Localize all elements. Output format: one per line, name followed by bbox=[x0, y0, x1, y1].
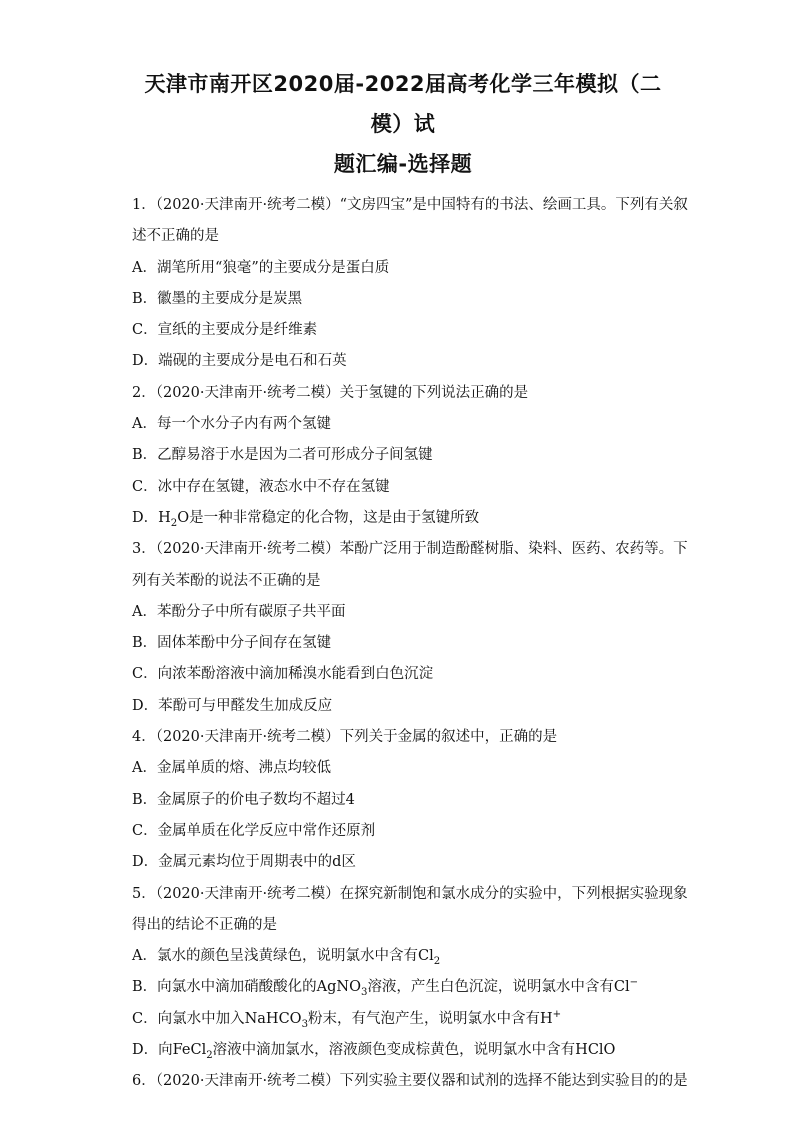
option-c bbox=[132, 1004, 674, 1035]
subscript: 2 bbox=[170, 517, 178, 529]
option-a: A．苯酚分子中所有碳原子共平面 bbox=[132, 603, 346, 620]
question-stem: 2．（2020·天津南开·统考二模）关于氢键的下列说法正确的是 bbox=[132, 384, 529, 401]
question-2 bbox=[132, 378, 674, 534]
question-stem: 1．（2020·天津南开·统考二模）“文房四宝”是中国特有的书法、绘画工具。下列有关叙 bbox=[132, 197, 688, 213]
question-1 bbox=[132, 190, 688, 378]
title-line-2: 题汇编-选择题 bbox=[333, 152, 473, 176]
option-b: B．金属原子的价电子数均不超过4 bbox=[132, 791, 355, 808]
option-b: B．徽墨的主要成分是炭黑 bbox=[132, 290, 303, 307]
question-stem-cont: 述不正确的是 bbox=[132, 228, 219, 245]
superscript: + bbox=[552, 1008, 562, 1020]
option-b-text: B．向氯水中滴加硝酸酸化的AgNO bbox=[132, 979, 361, 996]
option-c: C．向浓苯酚溶液中滴加稀溴水能看到白色沉淀 bbox=[132, 666, 434, 683]
option-a bbox=[132, 941, 674, 972]
option-d-text-cont: O是一种非常稳定的化合物，这是由于氢键所致 bbox=[177, 509, 480, 526]
document-title bbox=[132, 64, 674, 184]
question-stem-cont: 得出的结论不正确的是 bbox=[132, 916, 277, 933]
question-stem: 3．（2020·天津南开·统考二模）苯酚广泛用于制造酚醛树脂、染料、医药、农药等。下 bbox=[132, 541, 688, 558]
option-d-text: D．向FeCl bbox=[132, 1042, 207, 1059]
option-a: A．每一个水分子内有两个氢键 bbox=[132, 416, 331, 433]
superscript: − bbox=[629, 977, 639, 989]
option-b-text-cont: 溶液，产生白色沉淀，说明氯水中含有Cl bbox=[367, 979, 630, 996]
option-b bbox=[132, 972, 674, 1003]
question-4 bbox=[132, 722, 674, 878]
question-6 bbox=[132, 1066, 688, 1097]
option-b: B．乙醇易溶于水是因为二者可形成分子间氢键 bbox=[132, 447, 433, 464]
option-d: D．金属元素均位于周期表中的d区 bbox=[132, 854, 356, 871]
option-d bbox=[132, 503, 674, 534]
option-c: C．金属单质在化学反应中常作还原剂 bbox=[132, 822, 376, 839]
question-stem: 5．（2020·天津南开·统考二模）在探究新制饱和氯水成分的实验中，下列根据实验现象 bbox=[132, 885, 688, 902]
question-stem-cont: 列有关苯酚的说法不正确的是 bbox=[132, 572, 321, 589]
option-a: A．湖笔所用“狼毫”的主要成分是蛋白质 bbox=[132, 259, 390, 276]
title-line-1: 天津市南开区2020届-2022届高考化学三年模拟（二模）试 bbox=[144, 72, 662, 136]
option-c-text: C．向氯水中加入NaHCO bbox=[132, 1010, 302, 1027]
subscript: 2 bbox=[433, 956, 441, 968]
question-stem: 6．（2020·天津南开·统考二模）下列实验主要仪器和试剂的选择不能达到实验目的的是 bbox=[132, 1073, 688, 1090]
option-d: D．苯酚可与甲醛发生加成反应 bbox=[132, 697, 333, 714]
question-3 bbox=[132, 534, 688, 722]
question-list bbox=[132, 190, 688, 1098]
subscript: 2 bbox=[206, 1049, 213, 1061]
option-a-text: A．氯水的颜色呈浅黄绿色，说明氯水中含有Cl bbox=[132, 948, 434, 965]
option-d-text-cont: 溶液中滴加氯水，溶液颜色变成棕黄色，说明氯水中含有HClO bbox=[212, 1042, 616, 1059]
subscript: 3 bbox=[301, 1018, 309, 1030]
option-c: C．冰中存在氢键，液态水中不存在氢键 bbox=[132, 478, 390, 495]
option-c: C．宣纸的主要成分是纤维素 bbox=[132, 322, 318, 339]
option-b: B．固体苯酚中分子间存在氢键 bbox=[132, 635, 332, 652]
option-d: D．端砚的主要成分是电石和石英 bbox=[132, 353, 347, 370]
option-d bbox=[132, 1035, 674, 1066]
option-d-text: D．H bbox=[132, 509, 171, 526]
subscript: 3 bbox=[360, 987, 368, 999]
question-5 bbox=[132, 879, 688, 1067]
option-c-text-cont: 粉末，有气泡产生，说明氯水中含有H bbox=[308, 1010, 553, 1027]
question-stem: 4．（2020·天津南开·统考二模）下列关于金属的叙述中，正确的是 bbox=[132, 729, 558, 746]
option-a: A．金属单质的熔、沸点均较低 bbox=[132, 760, 331, 777]
